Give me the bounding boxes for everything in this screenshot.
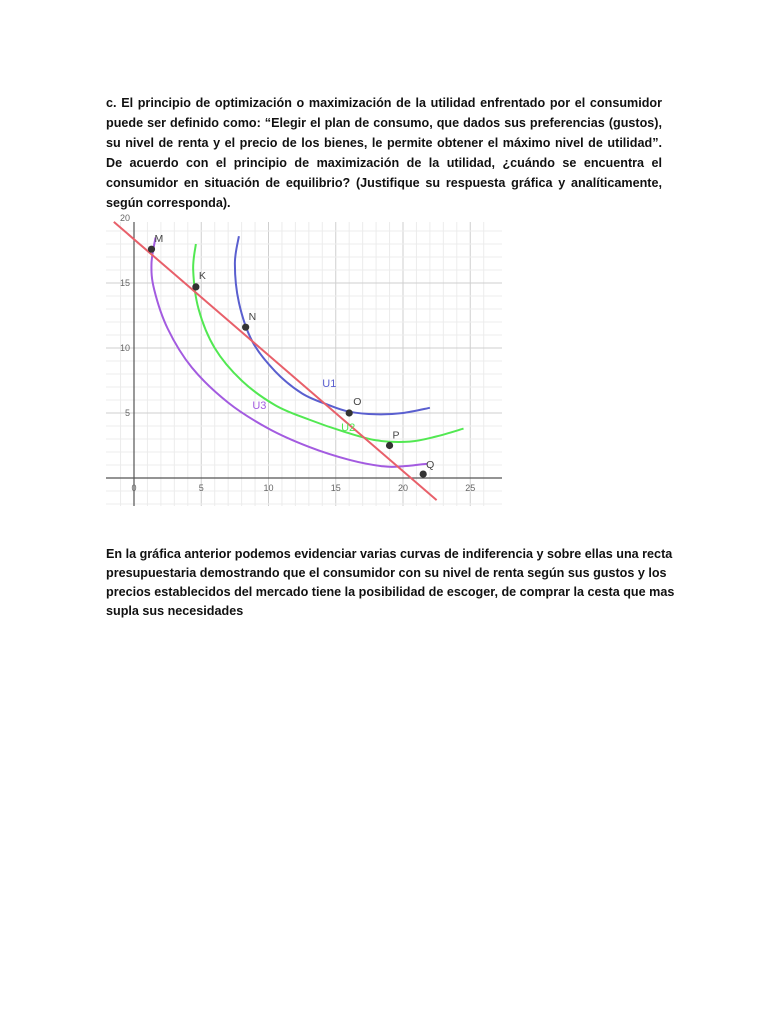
point-label-p: P: [392, 429, 400, 442]
question-paragraph: [106, 93, 662, 213]
point-label-q: Q: [426, 459, 435, 472]
answer-paragraph: [106, 545, 675, 621]
point-n: [242, 324, 249, 331]
x-tick-label: 10: [263, 483, 274, 493]
point-k: [192, 283, 199, 290]
indifference-curves-chart: [106, 213, 502, 506]
point-label-m: M: [154, 233, 164, 246]
answer-line: En la gráfica anterior podemos evidenciar varias curvas de indiferencia y sobre ellas una recta: [106, 547, 673, 561]
point-label-k: K: [198, 269, 206, 282]
question-lead: c.: [106, 96, 117, 110]
answer-line: presupuestaria demostrando que el consumidor con su nivel de renta según sus gustos y los: [106, 566, 667, 580]
point-o: [346, 409, 353, 416]
x-tick-label: 25: [465, 483, 476, 493]
y-tick-label: 10: [119, 343, 130, 353]
question-text: El principio de optimización o maximización de la utilidad enfrentado por el consumidor puede ser definido como: “Elegir el plan de consumo, que dados sus preferencias (gustos), su nivel de renta y el precio de los bienes, le permite obtener el máximo nivel de utilidad”. De acuerdo con el principio de maximización de la utilidad, ¿cuándo se encuentra el consumidor en situación de equilibrio? (Justifique su respuesta gráfica y analíticamente, según corresponda).: [106, 96, 662, 210]
answer-line: precios establecidos del mercado tiene la posibilidad de escoger, de comprar la cesta que mas: [106, 585, 675, 599]
x-tick-label: 15: [330, 483, 341, 493]
x-tick-label: 20: [397, 483, 409, 493]
point-q: [420, 471, 427, 478]
y-tick-label: 20: [119, 213, 130, 223]
answer-line: supla sus necesidades: [106, 604, 244, 618]
point-label-n: N: [248, 311, 257, 324]
chart-background: [106, 222, 502, 506]
curve-label-u3: U3: [252, 400, 267, 413]
x-tick-label: 5: [198, 483, 204, 493]
curve-label-u2: U2: [341, 422, 356, 435]
point-p: [386, 442, 393, 449]
point-m: [148, 246, 155, 253]
point-label-o: O: [353, 396, 362, 408]
chart-svg: [106, 213, 502, 506]
x-tick-label: 0: [131, 483, 137, 493]
curve-label-u1: U1: [322, 378, 337, 390]
y-tick-label: 15: [119, 278, 130, 288]
y-tick-label: 5: [124, 408, 130, 418]
